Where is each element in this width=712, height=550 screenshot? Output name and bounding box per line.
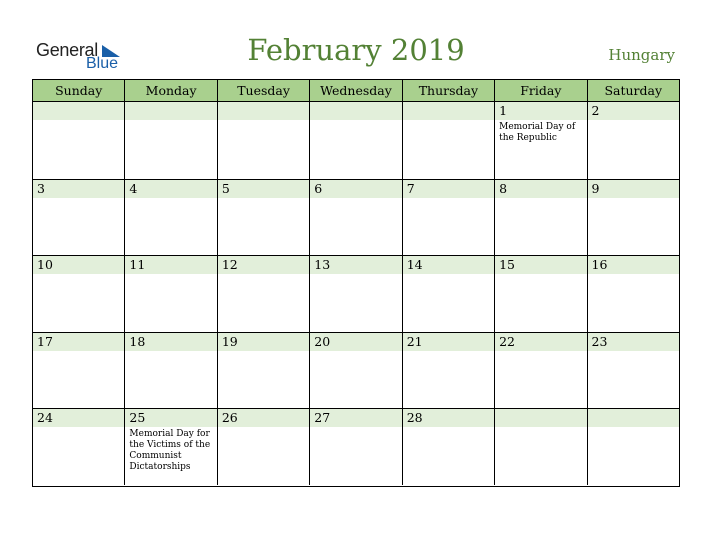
day-number: 24 <box>37 410 53 426</box>
day-cell <box>402 333 494 409</box>
day-cell <box>309 409 401 485</box>
day-number: 1 <box>499 103 508 118</box>
holiday-event: Memorial Day of the Republic <box>499 122 576 143</box>
day-number: 18 <box>129 333 146 349</box>
day-cell <box>33 180 124 256</box>
day-number: 22 <box>499 333 516 349</box>
day-cell <box>33 333 124 409</box>
day-cell <box>33 256 124 332</box>
day-number-band <box>33 102 124 120</box>
day-cell <box>124 102 216 179</box>
day-number-band <box>588 102 679 120</box>
day-number-band <box>588 409 679 427</box>
day-cell <box>217 409 309 485</box>
day-number: 15 <box>499 257 516 273</box>
day-number: 26 <box>221 410 238 426</box>
day-number-band <box>218 102 309 120</box>
day-number: 9 <box>591 180 600 196</box>
day-cell <box>309 180 401 256</box>
day-number: 23 <box>591 333 608 349</box>
day-cell <box>217 180 309 256</box>
day-cell <box>494 409 586 485</box>
day-number-band <box>125 180 216 198</box>
day-number-band <box>218 180 309 198</box>
day-cell <box>217 256 309 332</box>
day-cell <box>494 256 586 332</box>
weekday-header: Monday <box>124 80 216 101</box>
weekday-header: Tuesday <box>217 80 309 101</box>
day-number: 7 <box>406 180 415 196</box>
day-number-band <box>495 409 586 427</box>
day-cell <box>33 409 124 485</box>
day-number: 10 <box>37 257 53 273</box>
weekday-header: Sunday <box>55 83 103 98</box>
logo-word-blue: Blue <box>86 55 119 72</box>
day-cell <box>124 180 216 256</box>
day-number: 4 <box>129 180 138 196</box>
day-number: 16 <box>591 257 608 273</box>
calendar-week-row <box>33 332 679 409</box>
day-number: 3 <box>37 180 45 196</box>
weeks-container <box>33 102 679 485</box>
weekday-header: Wednesday <box>309 80 401 101</box>
calendar-week-row <box>33 179 679 256</box>
day-number: 19 <box>221 333 238 349</box>
day-number-band <box>495 180 586 198</box>
day-number-band <box>403 102 494 120</box>
day-number: 11 <box>129 257 146 273</box>
day-cell <box>587 256 679 332</box>
calendar-week-row <box>33 102 679 179</box>
day-cell <box>587 102 679 179</box>
calendar-week-row <box>33 408 679 485</box>
day-cell <box>587 180 679 256</box>
day-number: 17 <box>37 333 53 349</box>
day-cell <box>402 102 494 179</box>
day-number-band <box>310 180 401 198</box>
day-cell <box>402 180 494 256</box>
calendar-grid <box>32 79 680 487</box>
day-number: 27 <box>314 410 331 426</box>
logo-word-general: General <box>36 40 98 60</box>
day-cell <box>587 333 679 409</box>
day-cell <box>494 333 586 409</box>
calendar-title: February 2019 <box>247 33 465 67</box>
day-number: 21 <box>406 333 423 349</box>
day-cell <box>33 102 124 179</box>
day-number-band <box>310 102 401 120</box>
day-cell <box>494 180 586 256</box>
day-cell <box>124 256 216 332</box>
country-label: Hungary <box>608 46 675 64</box>
weekday-header: Saturday <box>587 80 679 101</box>
holiday-event: Memorial Day for the Victims of the Communist Dictatorships <box>129 429 211 473</box>
day-cell <box>494 102 586 179</box>
day-number: 2 <box>591 103 600 118</box>
day-number: 12 <box>221 257 238 273</box>
day-cell <box>217 102 309 179</box>
day-number: 28 <box>406 410 423 426</box>
day-number: 8 <box>499 180 508 196</box>
day-number-band <box>588 180 679 198</box>
calendar-week-row <box>33 255 679 332</box>
day-cell <box>402 409 494 485</box>
day-cell <box>587 409 679 485</box>
day-number-band <box>495 102 586 120</box>
day-cell <box>309 102 401 179</box>
day-number: 6 <box>314 180 323 196</box>
weekday-header: Friday <box>494 80 586 101</box>
day-cell <box>124 333 216 409</box>
weekday-header-row <box>33 80 679 102</box>
day-number-band <box>125 102 216 120</box>
day-cell <box>402 256 494 332</box>
day-number-band <box>33 180 124 198</box>
day-number: 14 <box>406 257 423 273</box>
day-cell <box>217 333 309 409</box>
day-cell <box>124 409 216 485</box>
day-number-band <box>403 180 494 198</box>
day-number: 20 <box>314 333 331 349</box>
day-number: 25 <box>129 410 146 426</box>
day-number: 13 <box>314 257 331 273</box>
day-number: 5 <box>221 180 230 196</box>
day-cell <box>309 333 401 409</box>
day-cell <box>309 256 401 332</box>
weekday-header: Thursday <box>402 80 494 101</box>
